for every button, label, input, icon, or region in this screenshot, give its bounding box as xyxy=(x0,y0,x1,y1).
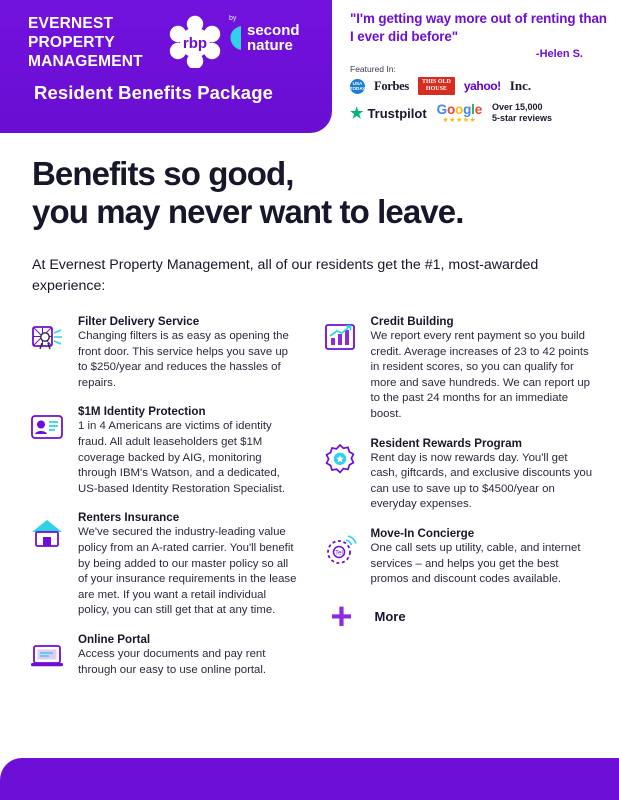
nature-label: nature xyxy=(247,37,293,54)
testimonial-attribution: -Helen S. xyxy=(535,48,583,60)
google-label: Google xyxy=(436,102,482,117)
identity-protection-icon xyxy=(26,405,68,447)
leaf-icon xyxy=(229,25,242,51)
this-old-house-logo: THIS OLD HOUSE xyxy=(418,77,455,95)
benefit-item xyxy=(319,437,594,513)
benefit-text: 1 in 4 Americans are victims of identity fraud. All adult leaseholders get $1M coverage backed by AIG, monitoring through IBM's Watson, and a dedicated, US-based Identity Restoration Specialist. xyxy=(78,420,286,495)
benefit-text: Changing filters is as easy as opening the front door. This service helps you save up to $250/year and reduces the hassles of repairs. xyxy=(78,330,289,389)
benefits-column-left xyxy=(26,315,301,692)
benefit-item xyxy=(26,315,301,391)
benefit-text: We've secured the industry-leading value policy from an A-rated carrier. You'll benefit by being added to our master policy so all of your insurance requirements in the lease are met. If you want a retail individual policy, you can still get that at any time. xyxy=(78,526,297,617)
plus-icon: + xyxy=(330,595,353,638)
testimonial-quote: "I'm getting way more out of renting than I ever did before" xyxy=(350,11,607,44)
online-portal-icon xyxy=(26,633,68,675)
more-benefits-row xyxy=(321,595,594,638)
renters-insurance-icon xyxy=(26,511,68,553)
headline-line-1: Benefits so good, xyxy=(32,155,294,192)
inc-logo: Inc. xyxy=(509,78,532,93)
footer-bar xyxy=(0,758,619,800)
press-logos-row xyxy=(350,76,607,96)
credit-building-icon xyxy=(319,315,361,357)
star-icon: ★ xyxy=(350,104,364,122)
header-reviews-panel xyxy=(332,0,619,133)
benefits-column-right xyxy=(319,315,594,692)
benefit-item xyxy=(26,633,301,678)
benefit-title: $1M Identity Protection xyxy=(78,405,206,419)
trustpilot-label: Trustpilot xyxy=(367,105,427,121)
header-brand-panel xyxy=(0,0,332,133)
second-nature-logo xyxy=(229,23,300,53)
benefit-title: Move-In Concierge xyxy=(370,526,475,540)
benefit-title: Renters Insurance xyxy=(78,511,180,525)
rbp-badge-icon xyxy=(168,14,222,68)
svg-text:rbp: rbp xyxy=(182,35,208,52)
logo-by-label: by xyxy=(229,15,237,22)
header xyxy=(0,0,619,133)
benefit-text: Rent day is now rewards day. You'll get cash, giftcards, and exclusive discounts you can use to save up to $4500/year on everyday expenses. xyxy=(370,451,593,511)
company-name: EVERNEST PROPERTY MANAGEMENT xyxy=(28,15,143,70)
google-reviews-logo xyxy=(437,102,482,124)
benefit-item xyxy=(26,405,301,497)
benefit-item xyxy=(319,315,594,423)
benefit-text: Access your documents and pay rent through our easy to use online portal. xyxy=(78,647,267,676)
filter-delivery-icon xyxy=(26,315,68,357)
benefit-title: Filter Delivery Service xyxy=(78,315,200,328)
google-stars: ★★★★★ xyxy=(442,117,477,124)
benefits-columns xyxy=(26,315,593,692)
second-label: second xyxy=(247,22,300,39)
yahoo-logo: yahoo! xyxy=(463,79,501,93)
page-headline xyxy=(32,155,619,231)
logo-lockup xyxy=(168,14,300,68)
headline-line-2: you may never want to leave. xyxy=(32,193,464,230)
trustpilot-logo xyxy=(350,106,427,121)
benefit-item xyxy=(319,527,594,588)
featured-in-label: Featured In: xyxy=(350,64,396,74)
benefit-text: One call sets up utility, cable, and internet services – and helps you get the best promos and discount codes available. xyxy=(370,541,581,586)
usa-today-icon: USA TODAY xyxy=(350,79,365,94)
reviews-count: Over 15,000 5-star reviews xyxy=(492,102,553,123)
svg-text:Tel: Tel xyxy=(334,550,343,557)
usa-today-logo xyxy=(350,79,365,94)
benefit-text: We report every rent payment so you build credit. Average increases of 23 to 42 points in resident scores, so you can qualify for more and save hundreds. We can report up to the past 24 months for an immediate boost. xyxy=(370,330,591,420)
benefit-item xyxy=(26,511,301,619)
resident-rewards-icon xyxy=(319,437,361,479)
move-in-concierge-icon xyxy=(319,527,361,569)
page-subheadline: At Evernest Property Management, all of our residents get the #1, most-awarded experience: xyxy=(32,257,539,294)
forbes-logo: Forbes xyxy=(374,78,409,93)
benefit-title: Credit Building xyxy=(370,315,454,328)
ratings-logos-row xyxy=(350,99,607,127)
more-label: More xyxy=(374,609,406,625)
benefit-title: Online Portal xyxy=(78,632,151,646)
benefit-title: Resident Rewards Program xyxy=(370,436,522,450)
package-title: Resident Benefits Package xyxy=(34,82,273,103)
